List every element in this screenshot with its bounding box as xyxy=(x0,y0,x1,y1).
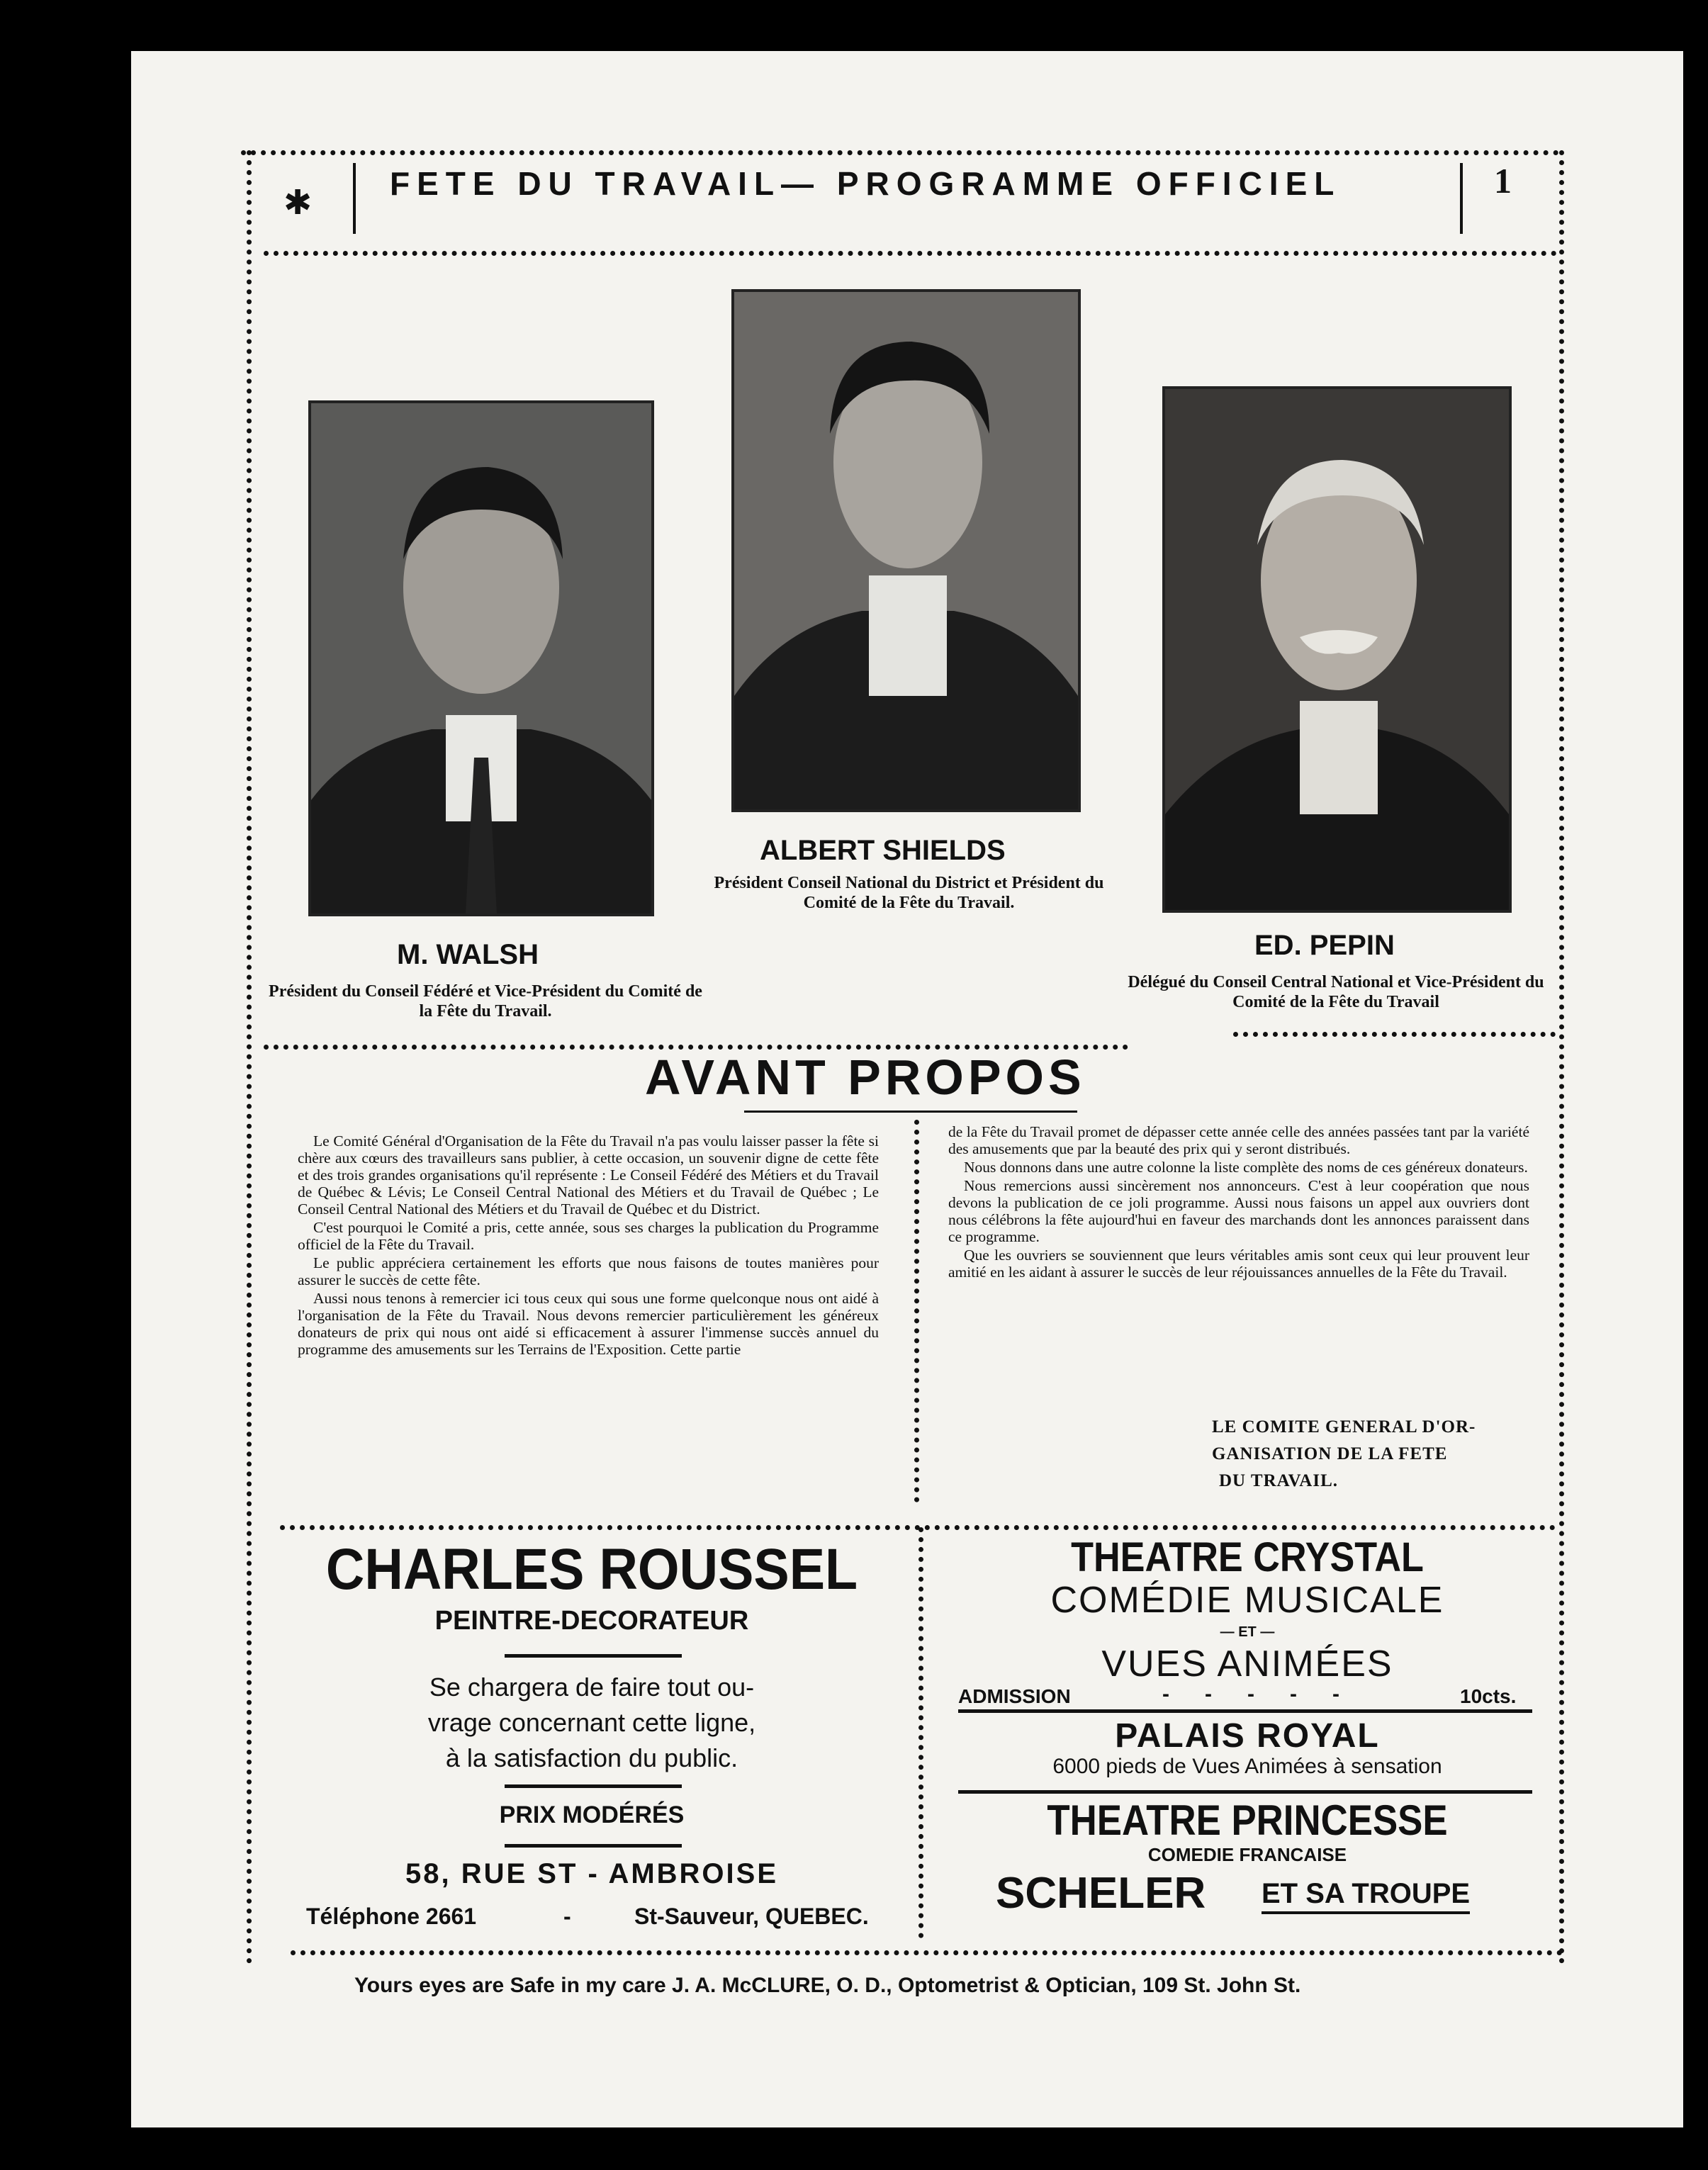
left-border xyxy=(247,150,252,1964)
header-bottom-border xyxy=(264,251,1557,256)
ad-crystal-et: — ET — xyxy=(1220,1624,1275,1640)
ad-theatre-rule xyxy=(958,1709,1532,1713)
section-divider-1b xyxy=(1233,1032,1556,1037)
ad-roussel-address: 58, RUE ST - AMBROISE xyxy=(405,1858,779,1889)
portrait-photo-shields xyxy=(731,289,1081,812)
ad-roussel-trade: PEINTRE-DECORATEUR xyxy=(434,1606,749,1636)
paragraph: Nous remercions aussi sincèrement nos annonceurs. C'est à leur coopération que nous devons la publication de ce joli programme. Aussi nous faisons un appel aux ouvriers dont nous célébrons la fête aujourd'hui en faveur des marchands dont les annonces paraissent dans ce programme. xyxy=(948,1177,1529,1245)
portrait-name-walsh: M. WALSH xyxy=(397,939,539,970)
paragraph: de la Fête du Travail promet de dépasser cette année celle des années passées tant par la variété des amusements que par la beauté des prix qui y seront distribués. xyxy=(948,1123,1529,1157)
portrait-caption-pepin: Délégué du Conseil Central National et Vice-Président du Comité de la Fête du Travail xyxy=(1128,973,1544,1011)
portrait-caption-shields: Président Conseil National du District et Président du Comité de la Fête du Travail. xyxy=(714,874,1104,912)
ad-roussel-prices: PRIX MODÉRÉS xyxy=(499,1801,685,1828)
portrait-name-shields: ALBERT SHIELDS xyxy=(760,835,1006,866)
right-border xyxy=(1559,150,1564,1964)
ad-palais-name: PALAIS ROYAL xyxy=(1115,1717,1380,1755)
ad-roussel-line: Se chargera de faire tout ou- xyxy=(429,1673,755,1702)
paragraph: Que les ouvriers se souviennent que leurs véritables amis sont ceux qui leur prouvent leur amitié en les aidant à assurer le succès de leur réjouissances annuelles de la Fête du Travail. xyxy=(948,1247,1529,1281)
text-column-right xyxy=(948,1123,1529,1282)
ad-theatre-rule xyxy=(958,1790,1532,1794)
ad-crystal-name: THEATRE CRYSTAL xyxy=(1071,1534,1424,1580)
ad-roussel-rule xyxy=(505,1654,682,1658)
page-number: 1 xyxy=(1494,161,1512,201)
ad-crystal-line2: VUES ANIMÉES xyxy=(1101,1643,1393,1685)
portrait-photo-pepin xyxy=(1162,386,1512,913)
ad-roussel-city: St-Sauveur, QUEBEC. xyxy=(634,1904,869,1929)
ad-troupe: ET SA TROUPE xyxy=(1262,1878,1470,1914)
ad-admission-label: ADMISSION xyxy=(958,1685,1071,1707)
signature xyxy=(1212,1414,1545,1495)
ad-admission-price: 10cts. xyxy=(1460,1685,1517,1707)
paragraph: Le public appréciera certainement les efforts que nous faisons de toutes manières pour assurer le succès de cette fête. xyxy=(298,1254,879,1288)
title-underline xyxy=(744,1111,1077,1113)
ad-roussel-line: vrage concernant cette ligne, xyxy=(427,1708,756,1737)
ad-princesse-name: THEATRE PRINCESSE xyxy=(1047,1797,1448,1844)
footer-advertisement: Yours eyes are Safe in my care J. A. McCLURE, O. D., Optometrist & Optician, 109 St. John St. xyxy=(354,1974,1301,1997)
ad-roussel-rule xyxy=(505,1784,682,1788)
ad-roussel-text xyxy=(298,1670,886,1776)
ad-roussel-name: CHARLES ROUSSEL xyxy=(325,1537,858,1602)
signature-line: LE COMITE GENERAL D'OR- xyxy=(1212,1417,1476,1437)
portrait-caption-walsh: Président du Conseil Fédéré et Vice-Président du Comité de la Fête du Travail. xyxy=(269,982,702,1021)
text-column-left xyxy=(298,1132,879,1359)
section-title: AVANT PROPOS xyxy=(645,1050,1086,1105)
top-border xyxy=(241,150,1559,155)
portrait-name-pepin: ED. PEPIN xyxy=(1254,930,1395,961)
ads-divider xyxy=(918,1527,923,1938)
ad-roussel-dash: - xyxy=(563,1904,571,1929)
signature-line: DU TRAVAIL. xyxy=(1219,1471,1339,1490)
paragraph: C'est pourquoi le Comité a pris, cette année, sous ses charges la publication du Programme officiel de la Fête du Travail. xyxy=(298,1219,879,1253)
ad-scheler: SCHELER xyxy=(996,1869,1206,1918)
paragraph: Nous donnons dans une autre colonne la liste complète des noms de ces généreux donateurs. xyxy=(964,1159,1528,1176)
ad-admission-dots: - - - - - xyxy=(1162,1682,1339,1706)
header-ornament: ✱ xyxy=(283,184,313,222)
header-bar-right xyxy=(1460,163,1463,234)
portrait-photo-walsh xyxy=(308,400,654,916)
ad-roussel-rule xyxy=(505,1844,682,1848)
ad-palais-line: 6000 pieds de Vues Animées à sensation xyxy=(1052,1755,1442,1778)
paragraph: Aussi nous tenons à remercier ici tous ceux qui sous une forme quelconque nous ont aidé à l'organisation de la Fête du Travail. Nous devons remercier particulièrement les généreux donateurs de prix qui nous ont aidé si efficacement à assurer l'immense succès annuel du programme des amusements sur les Terrains de l'Exposition. Cette partie xyxy=(298,1290,879,1358)
page-title: FETE DU TRAVAIL— PROGRAMME OFFICIEL xyxy=(390,165,1342,202)
signature-line: GANISATION DE LA FETE xyxy=(1212,1444,1448,1463)
paragraph: Le Comité Général d'Organisation de la Fête du Travail n'a pas voulu laisser passer la fête si chère aux cœurs des travailleurs sans publier, à cette occasion, un souvenir digne de cette fête et des trois grandes organisations qu'il représente : Le Conseil Fédéré des Métiers et du Travail de Québec & Lévis; Le Conseil Central National des Métiers et du Travail de Québec ; Le Conseil Central National des Métiers et du Travail de Québec et du District. xyxy=(298,1132,879,1218)
header-bar-left xyxy=(353,163,356,234)
ad-crystal-line1: COMÉDIE MUSICALE xyxy=(1050,1580,1444,1621)
section-divider-2 xyxy=(280,1525,1556,1530)
ad-roussel-line: à la satisfaction du public. xyxy=(445,1743,738,1772)
bottom-border xyxy=(291,1950,1563,1955)
ad-roussel-phone: Téléphone 2661 xyxy=(306,1904,477,1929)
text-column-divider xyxy=(914,1120,919,1502)
ad-princesse-line: COMEDIE FRANCAISE xyxy=(1147,1844,1347,1865)
